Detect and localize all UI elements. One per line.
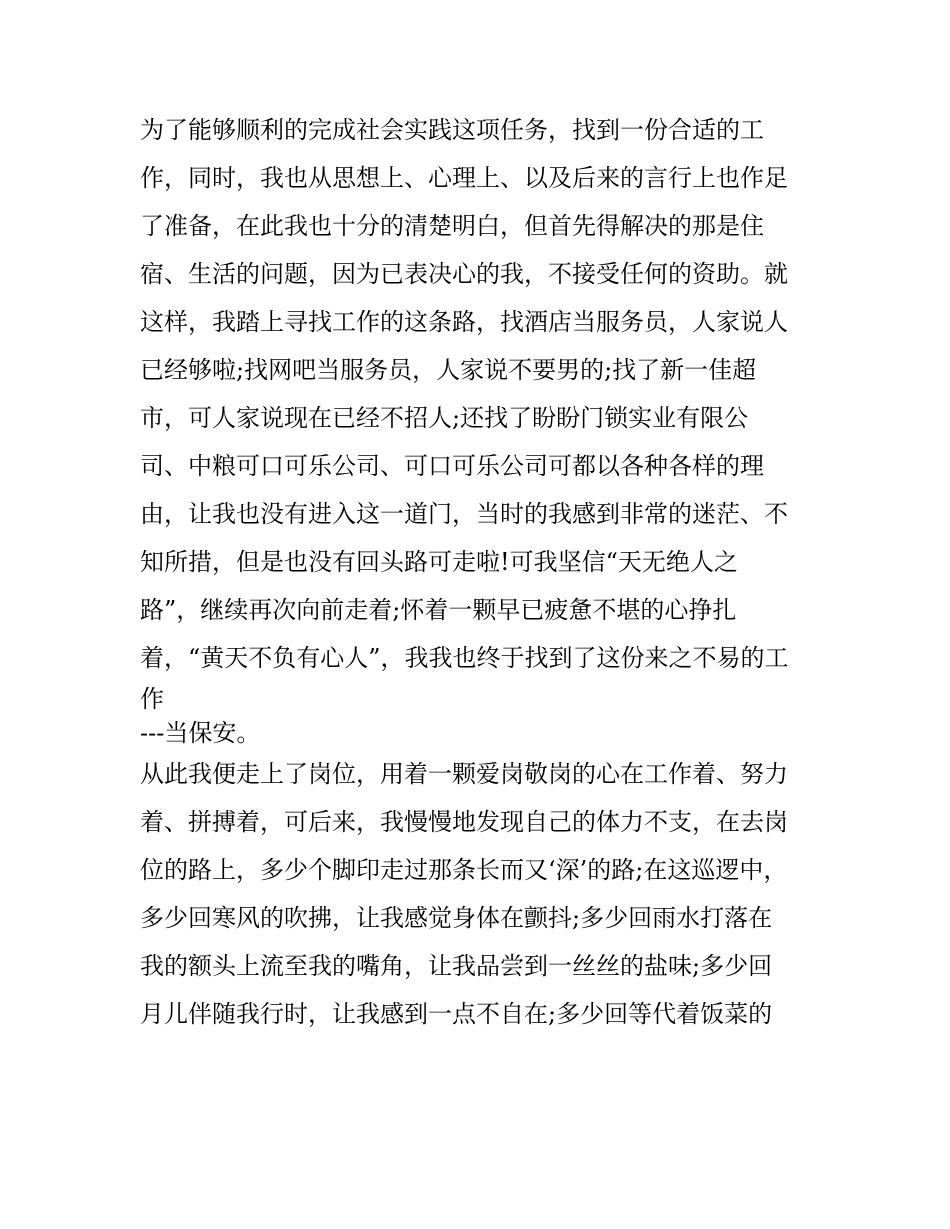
text-line: 知所措，但是也没有回头路可走啦!可我坚信“天无绝人之 [140, 548, 738, 576]
text-line: 着，“黄天不负有心人”，我我也终于找到了这份来之不易的工 [140, 644, 789, 672]
text-line: 作 [140, 685, 164, 713]
text-line: 月儿伴随我行时，让我感到一点不自在;多少回等代着饭菜的 [140, 1000, 773, 1028]
text-line: 为了能够顺利的完成社会实践这项任务，找到一份合适的工 [140, 116, 764, 144]
text-line: 已经够啦;找网吧当服务员，人家说不要男的;找了新一佳超 [140, 356, 757, 384]
text-line: 作，同时，我也从思想上、心理上、以及后来的言行上也作足 [140, 164, 788, 192]
text-line: 司、中粮可口可乐公司、可口可乐公司可都以各种各样的理 [140, 452, 764, 480]
text-line: ---当保安。 [140, 719, 261, 747]
text-line: 了准备，在此我也十分的清楚明白，但首先得解决的那是住 [140, 212, 764, 240]
text-line: 位的路上，多少个脚印走过那条长而又‘深’的路;在这巡逻中， [140, 856, 788, 884]
text-line: 着、拼搏着，可后来，我慢慢地发现自己的体力不支，在去岗 [140, 808, 788, 836]
text-line: 多少回寒风的吹拂，让我感觉身体在颤抖;多少回雨水打落在 [140, 904, 773, 932]
text-line: 我的额头上流至我的嘴角，让我品尝到一丝丝的盐味;多少回 [140, 952, 773, 980]
text-line: 从此我便走上了岗位，用着一颗爱岗敬岗的心在工作着、努力 [140, 760, 788, 788]
body-text [140, 106, 830, 1038]
text-line: 由，让我也没有进入这一道门，当时的我感到非常的迷茫、不 [140, 500, 788, 528]
text-line: 路”，继续再次向前走着;怀着一颗早已疲惫不堪的心挣扎 [140, 596, 737, 624]
text-line: 宿、生活的问题，因为已表决心的我，不接受任何的资助。就 [140, 260, 788, 288]
text-line: 这样，我踏上寻找工作的这条路，找酒店当服务员，人家说人 [140, 308, 788, 336]
text-line: 市，可人家说现在已经不招人;还找了盼盼门锁实业有限公 [140, 404, 749, 432]
